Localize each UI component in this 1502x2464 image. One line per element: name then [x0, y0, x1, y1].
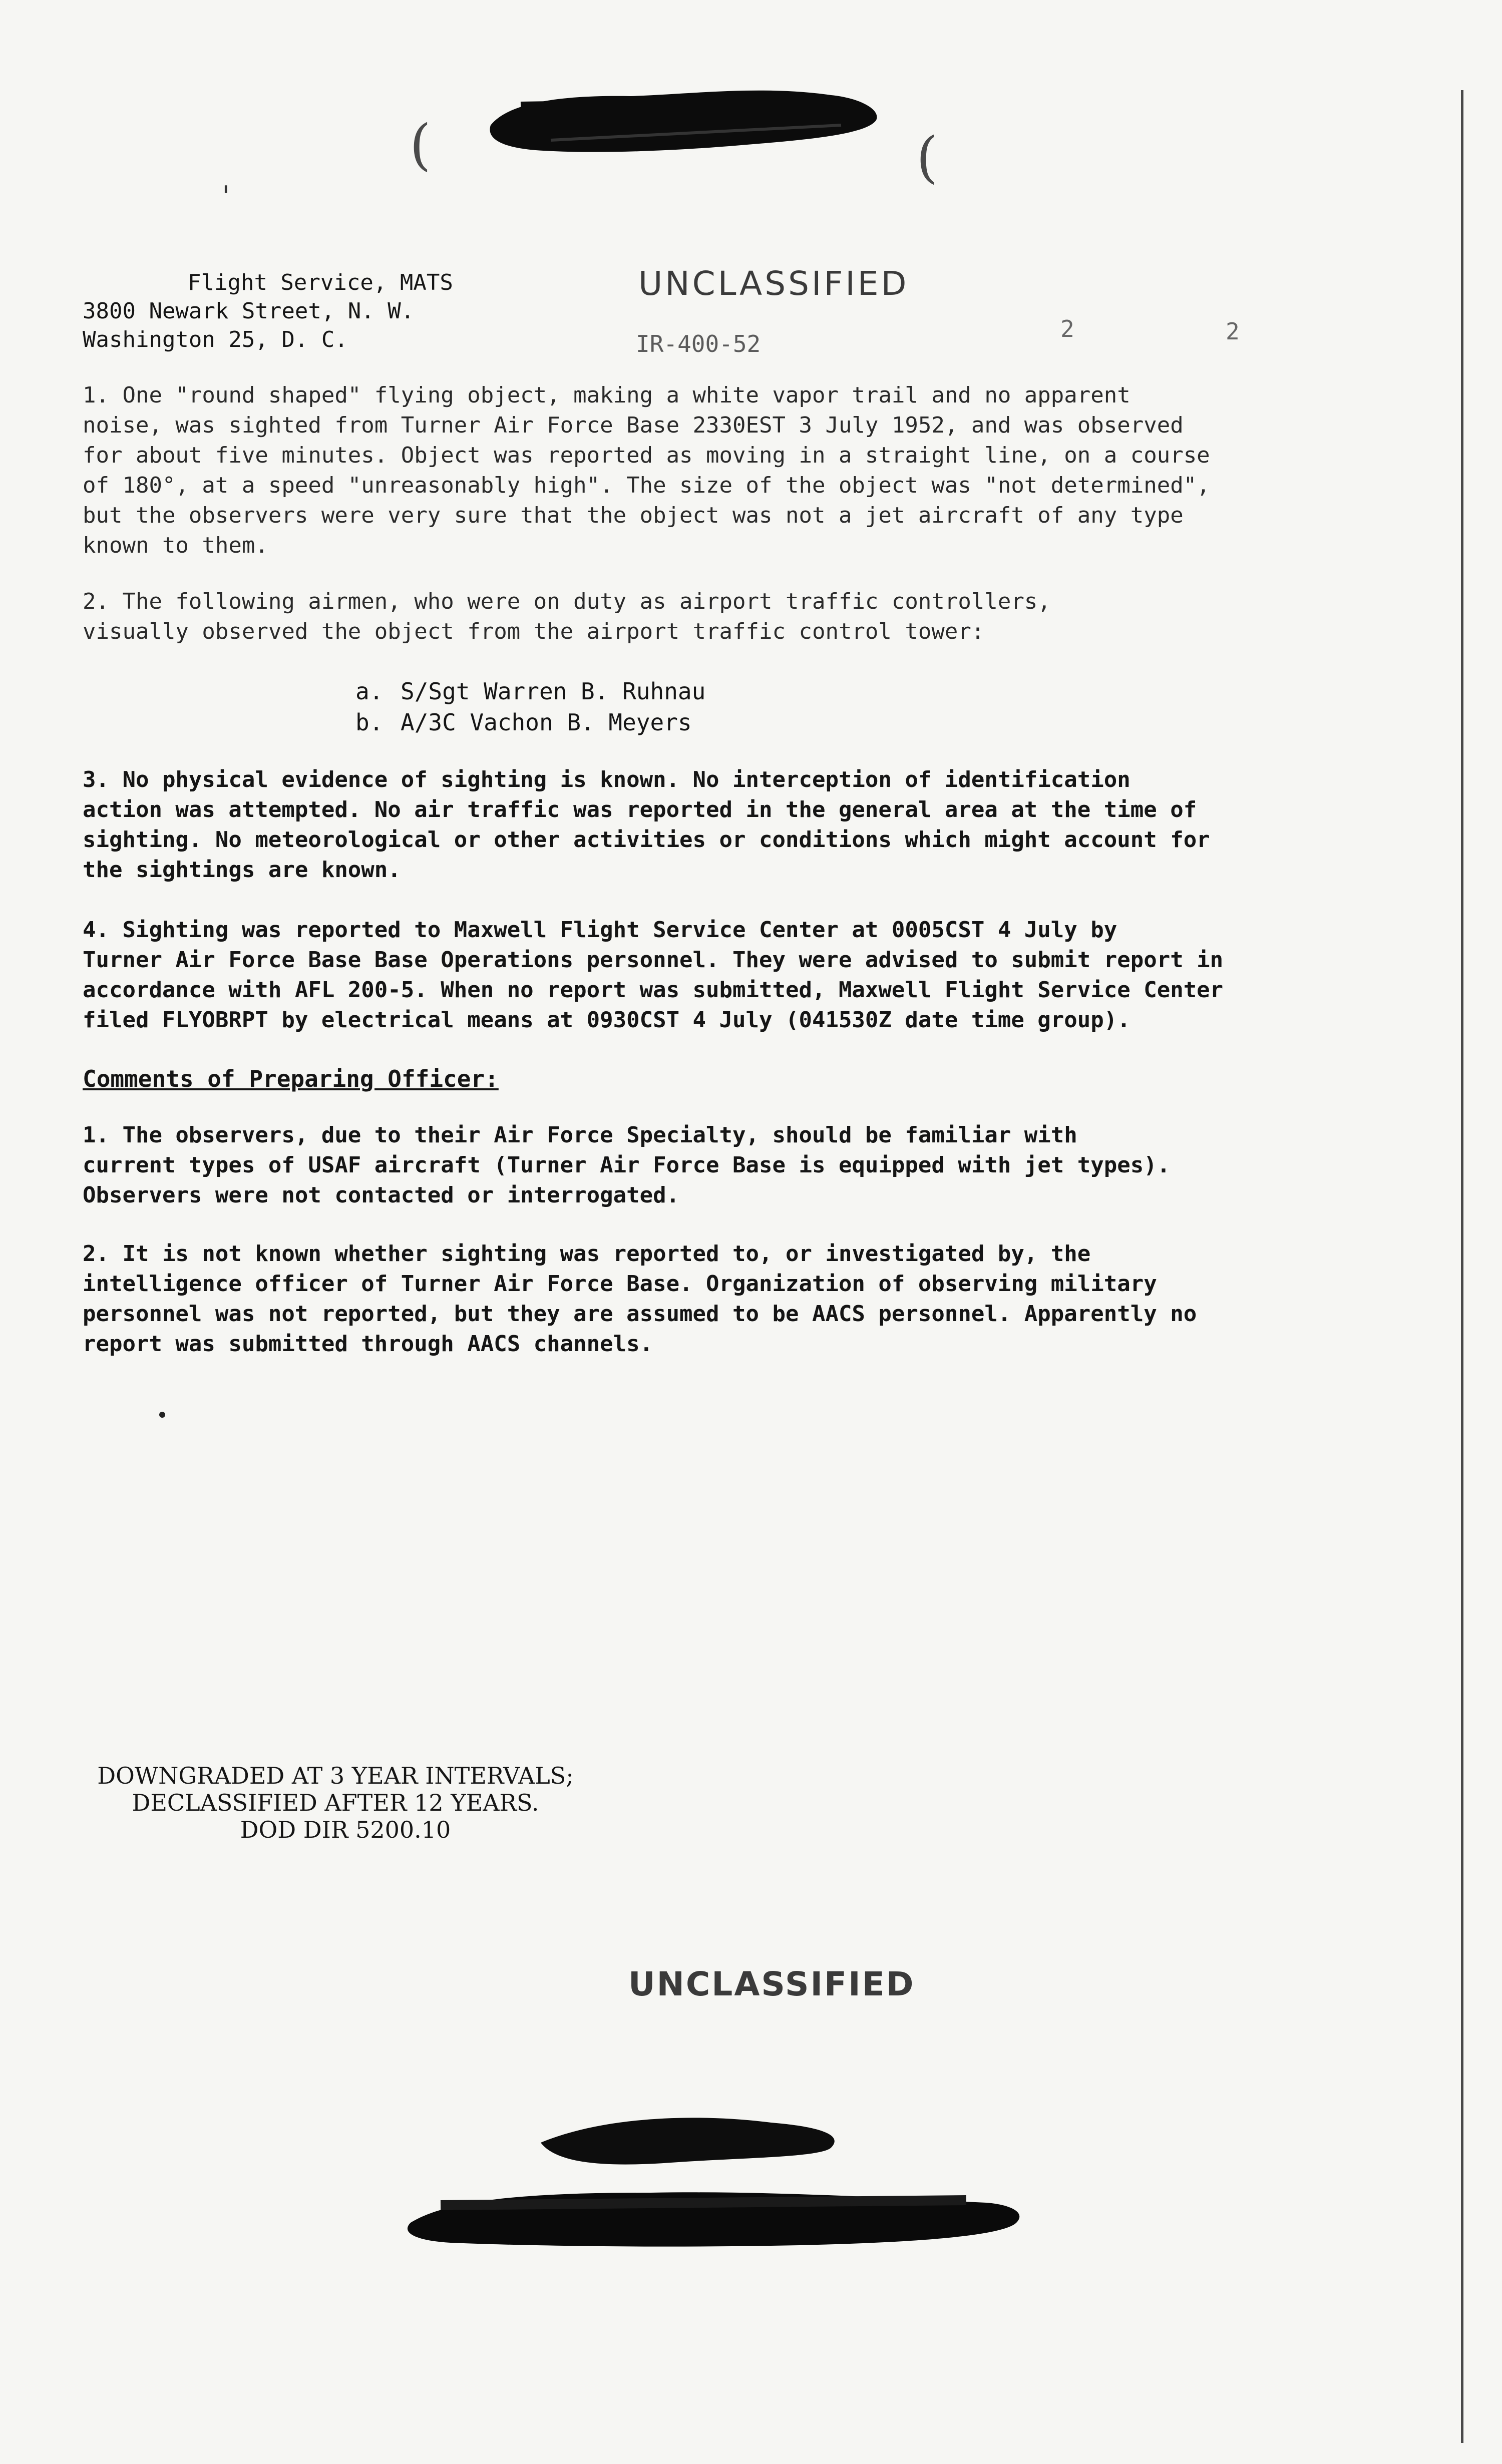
- paragraph-4-line: accordance with AFL 200-5. When no report was submitted, Maxwell Flight Service Center: [83, 977, 1224, 1003]
- comments-heading: Comments of Preparing Officer:: [83, 1065, 499, 1092]
- paragraph-3-line: sighting. No meteorological or other activities or conditions which might account for: [83, 827, 1210, 853]
- address-line-3: Washington 25, D. C.: [83, 327, 348, 352]
- paragraph-4-line: 4. Sighting was reported to Maxwell Flight Service Center at 0005CST 4 July by: [83, 917, 1117, 943]
- comment-2: [83, 1239, 1384, 1359]
- comment-1-line: current types of USAF aircraft (Turner Air Force Base is equipped with jet types).: [83, 1152, 1171, 1178]
- top-redaction-mark: [481, 65, 891, 165]
- observer-list: [355, 676, 705, 738]
- classification-stamp-bottom: UNCLASSIFIED: [628, 1965, 915, 2003]
- address-line-2: 3800 Newark Street, N. W.: [83, 298, 415, 324]
- downgrade-stamp: [95, 1762, 576, 1843]
- comment-1-line: 1. The observers, due to their Air Force Specialty, should be familiar with: [83, 1122, 1077, 1148]
- downgrade-line: DOD DIR 5200.10: [240, 1816, 451, 1843]
- right-paren-mark: (: [916, 125, 938, 189]
- page-edge-line: [1461, 90, 1463, 2443]
- report-serial: IR-400-52: [636, 330, 761, 357]
- downgrade-line: DOWNGRADED AT 3 YEAR INTERVALS;: [97, 1762, 574, 1789]
- address-line-1: Flight Service, MATS: [188, 270, 453, 295]
- paragraph-2-line: visually observed the object from the airport traffic control tower:: [83, 619, 985, 644]
- comment-2-line: personnel was not reported, but they are assumed to be AACS personnel. Apparently no: [83, 1301, 1197, 1327]
- bottom-redaction-mark: [391, 2098, 1031, 2258]
- paragraph-3-line: action was attempted. No air traffic was reported in the general area at the time of: [83, 797, 1197, 823]
- paragraph-1-line: but the observers were very sure that the object was not a jet aircraft of any type: [83, 503, 1184, 528]
- comment-1-line: Observers were not contacted or interrogated.: [83, 1182, 680, 1208]
- comment-2-line: intelligence officer of Turner Air Force Base. Organization of observing military: [83, 1271, 1157, 1297]
- paragraph-3-line: 3. No physical evidence of sighting is known. No interception of identification: [83, 767, 1131, 792]
- paragraph-1-line: of 180°, at a speed "unreasonably high". The size of the object was "not determined",: [83, 473, 1210, 498]
- observer-item: b. A/3C Vachon B. Meyers: [355, 709, 692, 736]
- paragraph-1-line: noise, was sighted from Turner Air Force Base 2330EST 3 July 1952, and was observed: [83, 413, 1184, 438]
- paragraph-1-line: known to them.: [83, 533, 268, 558]
- page-number-2: 2: [1226, 318, 1240, 345]
- paragraph-4-line: Turner Air Force Base Base Operations personnel. They were advised to submit report in: [83, 947, 1224, 973]
- small-mark: ': [218, 180, 234, 212]
- paragraph-4: [83, 915, 1384, 1035]
- classification-stamp-top: UNCLASSIFIED: [638, 264, 909, 303]
- comment-2-line: 2. It is not known whether sighting was reported to, or investigated by, the: [83, 1241, 1091, 1267]
- comment-2-line: report was submitted through AACS channels.: [83, 1331, 653, 1357]
- paragraph-3-line: the sightings are known.: [83, 857, 401, 883]
- page-number-1: 2: [1060, 315, 1074, 342]
- paragraph-4-line: filed FLYOBRPT by electrical means at 0930CST 4 July (041530Z date time group).: [83, 1007, 1131, 1033]
- downgrade-line: DECLASSIFIED AFTER 12 YEARS.: [132, 1789, 539, 1816]
- paragraph-1: [83, 380, 1384, 561]
- observer-item: a. S/Sgt Warren B. Ruhnau: [355, 678, 706, 705]
- paragraph-1-line: for about five minutes. Object was reported as moving in a straight line, on a course: [83, 443, 1210, 468]
- paragraph-2: [83, 587, 1384, 647]
- comment-1: [83, 1120, 1384, 1210]
- paragraph-1-line: 1. One "round shaped" flying object, making a white vapor trail and no apparent: [83, 382, 1131, 408]
- stray-dot-mark: [159, 1412, 165, 1418]
- left-paren-mark: (: [410, 113, 431, 177]
- paragraph-3: [83, 765, 1384, 885]
- paragraph-2-line: 2. The following airmen, who were on duty as airport traffic controllers,: [83, 589, 1051, 614]
